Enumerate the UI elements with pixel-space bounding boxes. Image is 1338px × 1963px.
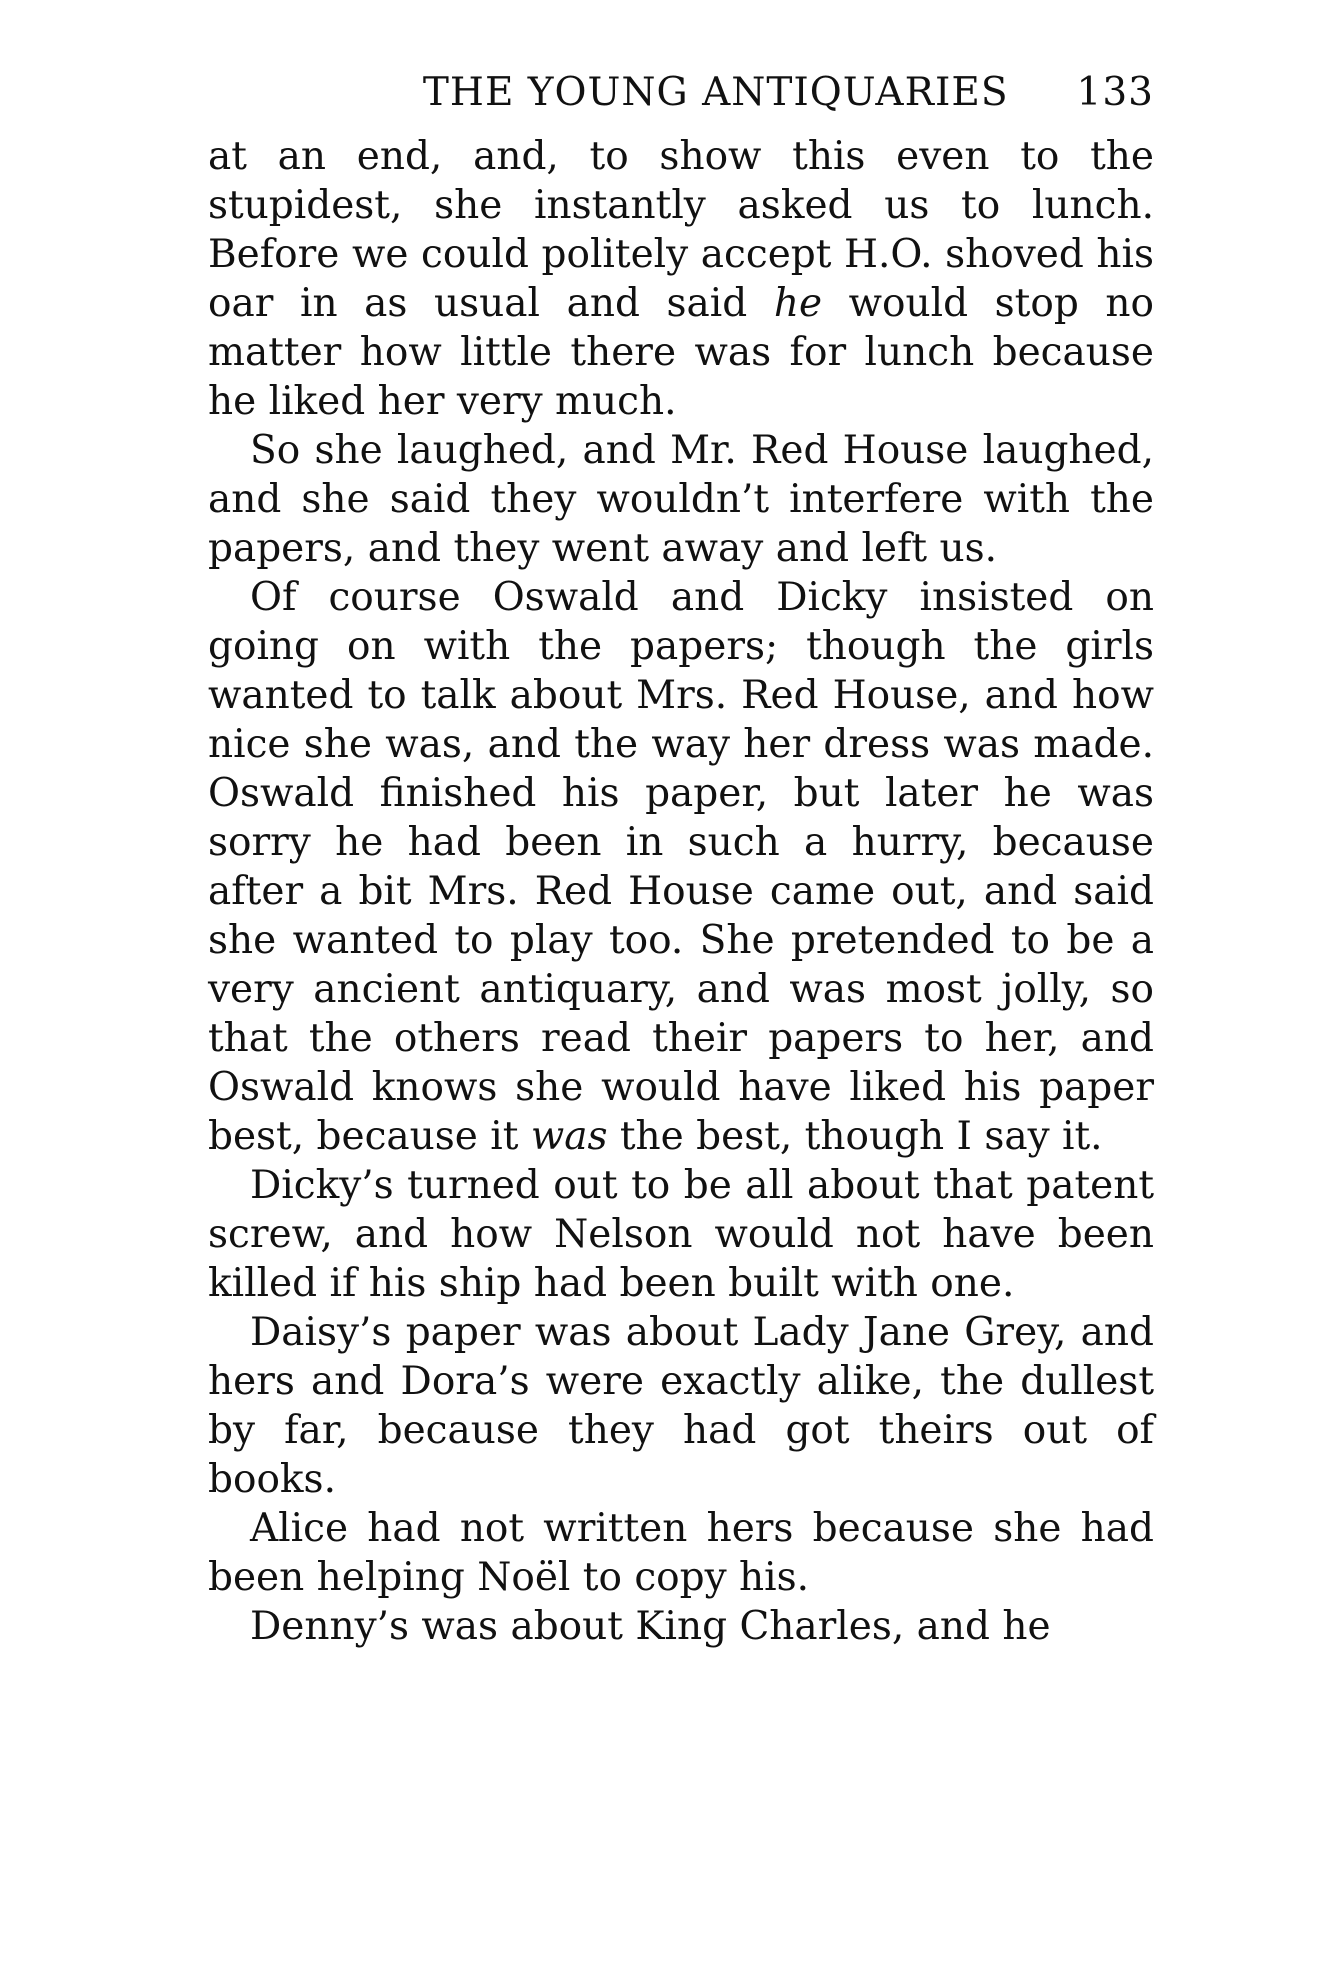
book-page bbox=[208, 70, 1154, 1651]
text-segment: Daisy’s paper was about Lady Jane Grey, and hers and Dora’s were exactly alike, the dullest by far, because they had got theirs out of books. bbox=[208, 1310, 1154, 1502]
text-segment: the best, though I say it. bbox=[607, 1114, 1103, 1159]
paragraph bbox=[208, 1161, 1154, 1308]
page-number: 133 bbox=[1076, 70, 1154, 115]
paragraph bbox=[208, 132, 1154, 426]
text-segment: Denny’s was about King Charles, and he bbox=[250, 1604, 1051, 1649]
text-segment: So she laughed, and Mr. Red House laughed, and she said they wouldn’t interfere with the papers, and they went away and left us. bbox=[208, 428, 1154, 571]
paragraph bbox=[208, 1504, 1154, 1602]
text-segment: at an end, and, to show this even to the stupidest, she instantly asked us to lunch. Before we could politely accept H.O. shoved his oar in as usual and said bbox=[208, 134, 1154, 326]
paragraph bbox=[208, 1308, 1154, 1504]
text-segment: Of course Oswald and Dicky insisted on going on with the papers; though the girls wanted to talk about Mrs. Red House, and how nice she was, and the way her dress was made. Oswald finished his paper, but later he was sorry he had been in such a hurry, because after a bit Mrs. Red House came out, and said she wanted to play too. She pretended to be a very ancient antiquary, and was most jolly, so that the others read their papers to her, and Oswald knows she would have liked his paper best, because it bbox=[208, 575, 1154, 1159]
text-segment: would stop no matter how little there was for lunch because he liked her very much. bbox=[208, 281, 1154, 424]
text-segment: Alice had not written hers because she had been helping Noël to copy his. bbox=[208, 1506, 1154, 1600]
text-segment: Dicky’s turned out to be all about that patent screw, and how Nelson would not have been killed if his ship had been built with one. bbox=[208, 1163, 1154, 1306]
body-text bbox=[208, 132, 1154, 1651]
italic-text: he bbox=[773, 281, 823, 326]
paragraph bbox=[208, 1602, 1154, 1651]
paragraph bbox=[208, 426, 1154, 573]
running-title: THE YOUNG ANTIQUARIES bbox=[422, 70, 1009, 115]
italic-text: was bbox=[530, 1114, 608, 1159]
paragraph bbox=[208, 573, 1154, 1161]
page-header bbox=[208, 70, 1154, 132]
